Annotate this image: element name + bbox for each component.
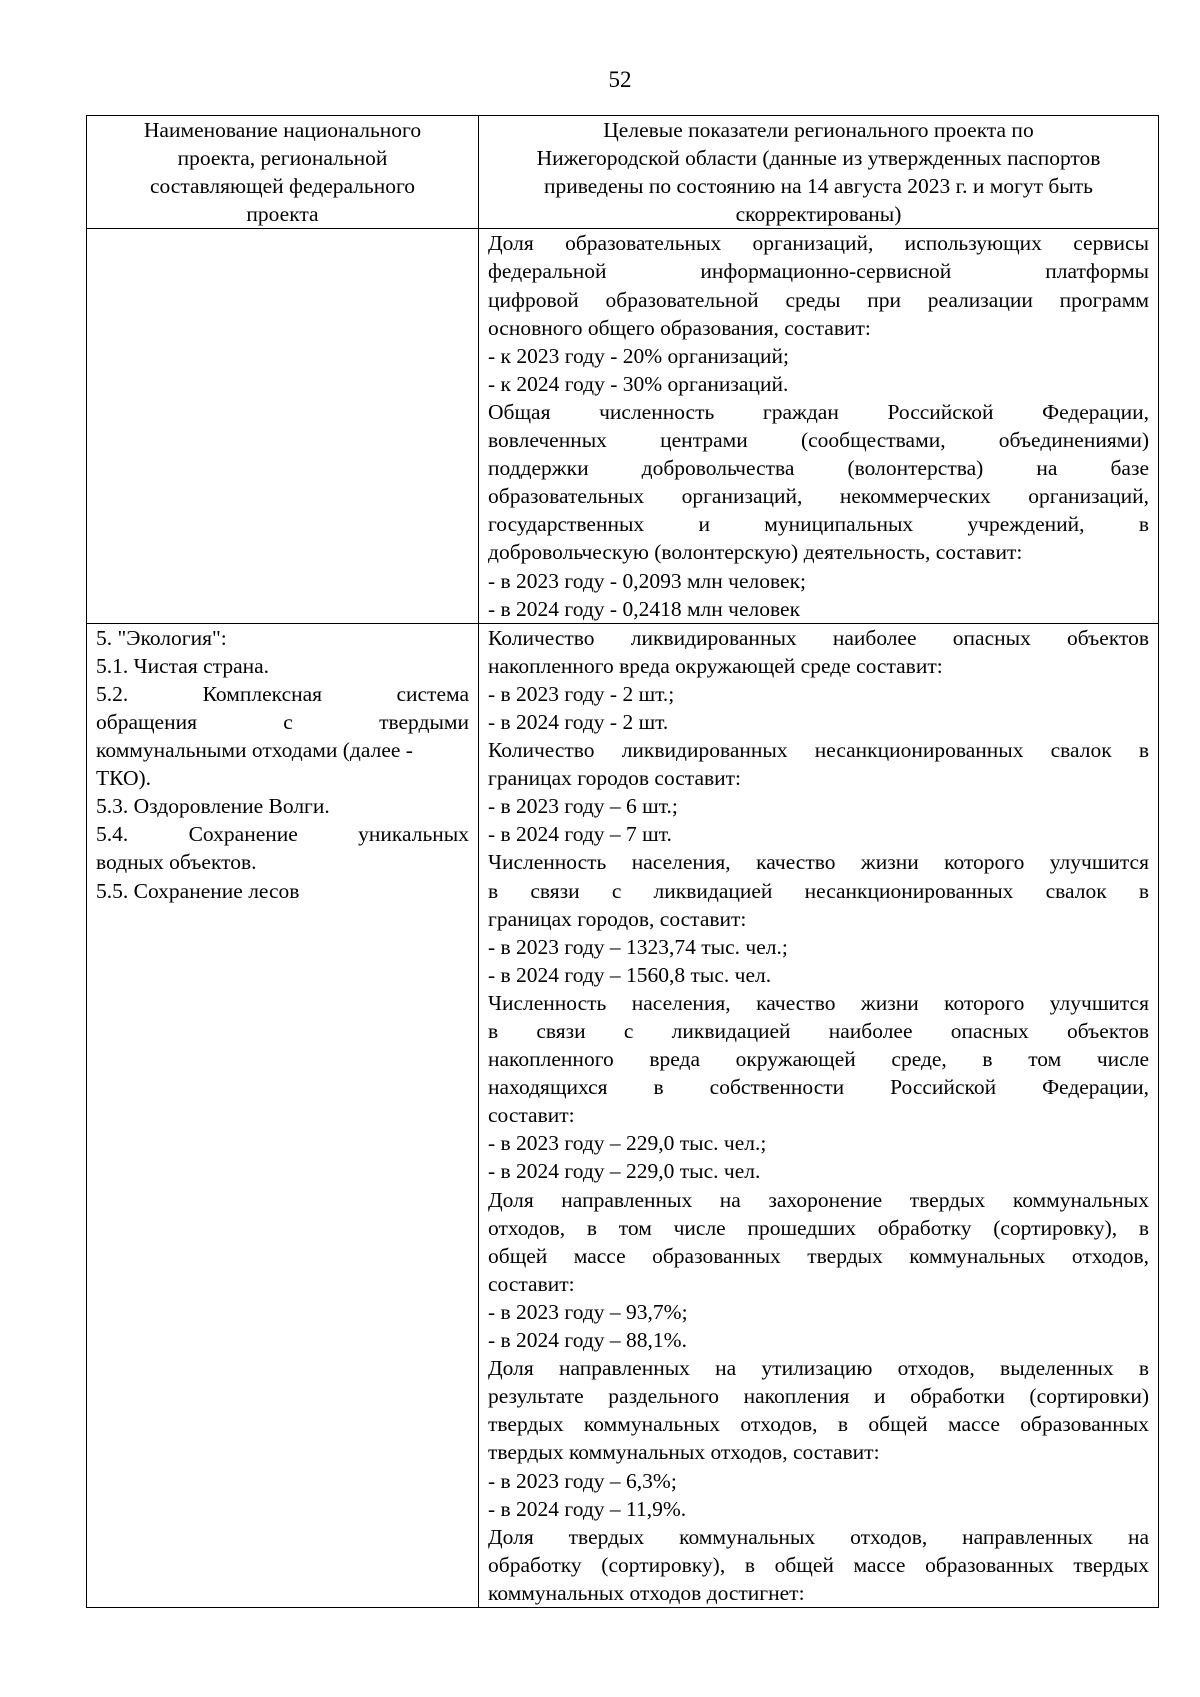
text-line: федеральной информационно-сервисной платформы — [488, 259, 1149, 284]
text-line: - в 2024 году - 0,2418 млн человек — [488, 596, 801, 621]
header-project-name — [87, 116, 479, 229]
table-row — [87, 623, 1159, 1607]
header-line: составляющей федерального — [149, 174, 416, 199]
text-line: обработку (сортировку), в общей массе образованных твердых — [488, 1552, 1149, 1577]
text-line: - в 2023 году – 1323,74 тыс. чел.; — [488, 934, 788, 959]
text-line: составит: — [488, 1103, 575, 1128]
text-line: обращения с твердыми — [96, 709, 469, 734]
text-line: твердых коммунальных отходов, в общей массе образованных — [488, 1412, 1149, 1437]
text-line: цифровой образовательной среды при реализации программ — [488, 287, 1149, 312]
text-line: - в 2024 году - 2 шт. — [488, 709, 669, 734]
text-line: 5. "Экология": — [96, 625, 227, 650]
text-line: находящихся в собственности Российской Федерации, — [488, 1075, 1149, 1100]
table-header-row — [87, 116, 1159, 229]
indicators-table — [86, 115, 1159, 1608]
text-line: общей массе образованных твердых коммунальных отходов, — [488, 1243, 1149, 1268]
text-line: - в 2024 году – 88,1%. — [488, 1328, 687, 1353]
text-line: основного общего образования, составит: — [488, 315, 871, 340]
text-line: твердых коммунальных отходов, составит: — [488, 1440, 880, 1465]
text-line: границах городов составит: — [488, 766, 742, 791]
target-indicators-cell — [479, 229, 1159, 623]
text-line: - в 2024 году – 7 шт. — [488, 822, 672, 847]
text-line: государственных и муниципальных учреждений, в — [488, 512, 1149, 537]
header-line: проекта — [246, 202, 319, 227]
text-line: поддержки добровольчества (волонтерства) на базе — [488, 456, 1149, 481]
text-line: накопленного вреда окружающей среде, в том числе — [488, 1047, 1149, 1072]
text-line: добровольческую (волонтерскую) деятельность, составит: — [488, 540, 1023, 565]
text-line: 5.3. Оздоровление Волги. — [96, 794, 330, 819]
text-line: Доля направленных на утилизацию отходов, выделенных в — [488, 1356, 1149, 1381]
text-line: составит: — [488, 1271, 575, 1296]
text-line: Доля твердых коммунальных отходов, направленных на — [488, 1524, 1149, 1549]
text-line: - в 2024 году – 11,9%. — [488, 1496, 687, 1521]
target-indicators-cell — [479, 623, 1159, 1607]
text-line: Доля направленных на захоронение твердых коммунальных — [488, 1187, 1149, 1212]
text-line: 5.4. Сохранение уникальных — [96, 822, 469, 847]
text-line: - в 2023 году – 229,0 тыс. чел.; — [488, 1131, 767, 1156]
header-line: Целевые показатели регионального проекта по — [603, 118, 1034, 142]
text-line: Количество ликвидированных несанкционированных свалок в — [488, 738, 1149, 763]
text-line: коммунальных отходов достигнет: — [488, 1580, 805, 1605]
text-line: накопленного вреда окружающей среде составит: — [488, 653, 943, 678]
text-line: в связи с ликвидацией несанкционированных свалок в — [488, 878, 1149, 903]
text-line: образовательных организаций, некоммерческих организаций, — [488, 484, 1149, 509]
header-line: скорректированы) — [735, 202, 902, 227]
text-line: Численность населения, качество жизни которого улучшится — [488, 850, 1149, 875]
page-number: 52 — [608, 67, 632, 92]
header-line: приведены по состоянию на 14 августа 2023 г. и могут быть — [543, 174, 1093, 199]
text-line: границах городов, составит: — [488, 906, 747, 931]
text-line: - в 2023 году - 2 шт.; — [488, 681, 675, 706]
text-line: коммунальными отходами (далее - — [96, 738, 413, 763]
text-line: - в 2023 году – 6,3%; — [488, 1468, 677, 1493]
text-line: Доля образовательных организаций, использующих сервисы — [488, 231, 1149, 256]
text-line: - в 2023 году – 6 шт.; — [488, 794, 678, 819]
table-row — [87, 229, 1159, 623]
header-line: проекта, региональной — [177, 146, 388, 171]
text-line: Численность населения, качество жизни которого улучшится — [488, 990, 1149, 1015]
text-line: в связи с ликвидацией наиболее опасных объектов — [488, 1019, 1149, 1043]
text-line: Количество ликвидированных наиболее опасных объектов — [488, 625, 1149, 650]
header-line: Нижегородской области (данные из утвержденных паспортов — [536, 146, 1101, 171]
text-line: результате раздельного накопления и обработки (сортировки) — [488, 1384, 1149, 1409]
header-target-indicators — [479, 116, 1159, 229]
text-line: водных объектов. — [96, 850, 257, 875]
project-name-cell — [87, 623, 479, 1607]
text-line: отходов, в том числе прошедших обработку (сортировку), в — [488, 1215, 1149, 1240]
text-line: - в 2023 году – 93,7%; — [488, 1299, 688, 1324]
text-line: - к 2023 году - 20% организаций; — [488, 343, 789, 368]
text-line: вовлеченных центрами (сообществами, объединениями) — [488, 428, 1149, 453]
header-line: Наименование национального — [143, 118, 422, 142]
project-name-cell — [87, 229, 479, 623]
text-line: 5.2. Комплексная система — [96, 681, 469, 706]
text-line: Общая численность граждан Российской Федерации, — [488, 399, 1149, 424]
table-body — [87, 229, 1159, 1608]
text-line: - в 2024 году – 229,0 тыс. чел. — [488, 1159, 761, 1184]
text-line: 5.1. Чистая страна. — [96, 653, 270, 678]
text-line: - к 2024 году - 30% организаций. — [488, 371, 789, 396]
text-line: ТКО). — [96, 766, 151, 791]
text-line: - в 2024 году – 1560,8 тыс. чел. — [488, 962, 772, 987]
text-line: - в 2023 году - 0,2093 млн человек; — [488, 568, 806, 593]
text-line: 5.5. Сохранение лесов — [96, 878, 300, 903]
